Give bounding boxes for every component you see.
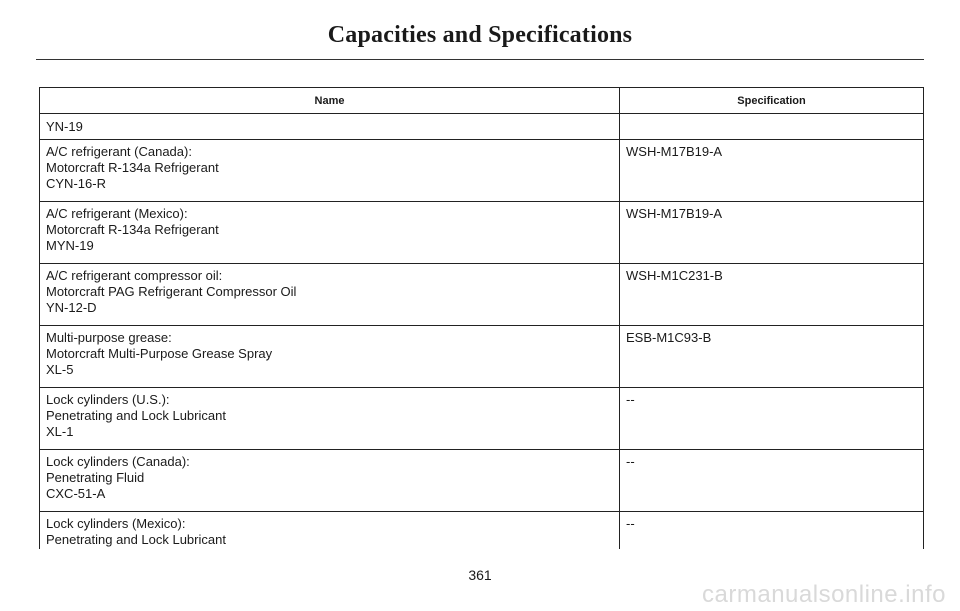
specification-cell: WSH-M17B19-A — [620, 140, 924, 202]
page-title: Capacities and Specifications — [327, 22, 633, 48]
table-row — [40, 388, 924, 450]
table-row — [40, 114, 924, 140]
specification-cell: -- — [620, 388, 924, 450]
name-line: YN-12-D — [46, 300, 97, 315]
name-line: MYN-19 — [46, 238, 94, 253]
name-line: Penetrating and Lock Lubricant — [46, 532, 226, 547]
name-line: Penetrating Fluid — [46, 470, 145, 485]
name-cell — [40, 326, 620, 388]
specification-cell: -- — [620, 450, 924, 512]
name-cell — [40, 450, 620, 512]
column-header-specification: Specification — [620, 88, 924, 114]
table-row — [40, 264, 924, 326]
name-line: Lock cylinders (Canada): — [46, 454, 190, 469]
table-row — [40, 140, 924, 202]
name-line: A/C refrigerant (Canada): — [46, 144, 192, 159]
name-line: A/C refrigerant (Mexico): — [46, 206, 188, 221]
name-line: Penetrating and Lock Lubricant — [46, 408, 226, 423]
name-line: A/C refrigerant compressor oil: — [46, 268, 223, 283]
specification-cell: ESB-M1C93-B — [620, 326, 924, 388]
name-cell — [40, 114, 620, 140]
table-row — [40, 512, 924, 550]
name-line: Motorcraft R-134a Refrigerant — [46, 222, 219, 237]
name-cell — [40, 202, 620, 264]
specification-cell — [620, 114, 924, 140]
table-header-row — [40, 88, 924, 114]
name-line: Lock cylinders (U.S.): — [46, 392, 170, 407]
specification-cell: WSH-M1C231-B — [620, 264, 924, 326]
table-row — [40, 326, 924, 388]
name-cell — [40, 388, 620, 450]
name-cell — [40, 264, 620, 326]
column-header-name: Name — [40, 88, 620, 114]
name-line: CYN-16-R — [46, 176, 106, 191]
specifications-table — [39, 87, 924, 549]
name-cell — [40, 512, 620, 550]
name-line: XL-5 — [46, 362, 74, 377]
table-row — [40, 202, 924, 264]
specification-cell: WSH-M17B19-A — [620, 202, 924, 264]
name-line: Motorcraft R-134a Refrigerant — [46, 160, 219, 175]
name-cell — [40, 140, 620, 202]
name-line: YN-19 — [46, 118, 83, 134]
name-line: Lock cylinders (Mexico): — [46, 516, 186, 531]
table-row — [40, 450, 924, 512]
watermark: carmanualsonline.info — [702, 581, 946, 608]
specification-cell: -- — [620, 512, 924, 550]
page-number: 361 — [468, 567, 492, 583]
name-line: Motorcraft Multi-Purpose Grease Spray — [46, 346, 273, 361]
name-line: XL-1 — [46, 424, 74, 439]
name-line: CXC-51-A — [46, 486, 106, 501]
name-line: Multi-purpose grease: — [46, 330, 172, 345]
title-divider — [36, 59, 924, 60]
name-line: Motorcraft PAG Refrigerant Compressor Oil — [46, 284, 297, 299]
